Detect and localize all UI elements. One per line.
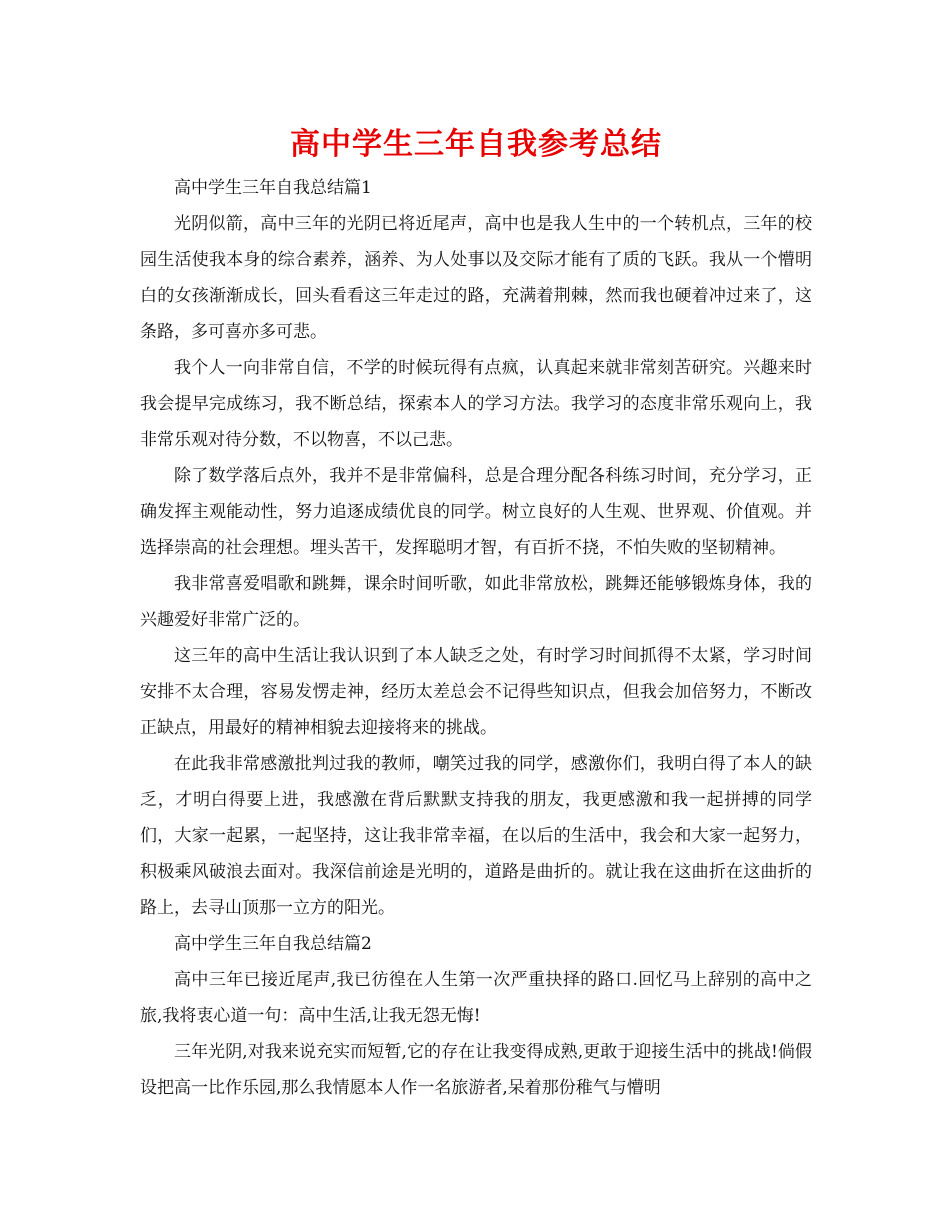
section-heading-1: 高中学生三年自我总结篇1 xyxy=(174,178,372,198)
section-heading-2: 高中学生三年自我总结篇2 xyxy=(174,934,372,954)
paragraph: 在此我非常感激批判过我的教师，嘲笑过我的同学，感激你们，我明白得了本人的缺乏，才明白得要上进，我感激在背后默默支持我的朋友，我更感激和我一起拼搏的同学们，大家一起累，一起坚持，这让我非常幸福，在以后的生活中，我会和大家一起努力，积极乘风破浪去面对。我深信前途是光明的，道路是曲折的。就让我在这曲折在这曲折的路上，去寻山顶那一立方的阳光。 xyxy=(140,754,812,918)
paragraph: 我非常喜爱唱歌和跳舞，课余时间听歌，如此非常放松，跳舞还能够锻炼身体，我的兴趣爱好非常广泛的。 xyxy=(140,574,812,630)
paragraph: 除了数学落后点外，我并不是非常偏科，总是合理分配各科练习时间，充分学习，正确发挥主观能动性，努力追逐成绩优良的同学。树立良好的人生观、世界观、价值观。并选择崇高的社会理想。埋头苦干，发挥聪明才智，有百折不挠，不怕失败的坚韧精神。 xyxy=(140,466,812,558)
document-body xyxy=(140,170,812,1106)
document-page xyxy=(140,120,812,1106)
paragraph: 三年光阴,对我来说充实而短暂,它的存在让我变得成熟,更敢于迎接生活中的挑战!倘假设把高一比作乐园,那么我情愿本人作一名旅游者,呆着那份稚气与懵明 xyxy=(140,1042,812,1098)
paragraph: 光阴似箭，高中三年的光阴已将近尾声，高中也是我人生中的一个转机点，三年的校园生活使我本身的综合素养，涵养、为人处事以及交际才能有了质的飞跃。我从一个懵明白的女孩渐渐成长，回头看看这三年走过的路，充满着荆棘，然而我也硬着冲过来了，这条路，多可喜亦多可悲。 xyxy=(140,214,812,342)
paragraph: 我个人一向非常自信，不学的时候玩得有点疯，认真起来就非常刻苦研究。兴趣来时我会提早完成练习，我不断总结，探索本人的学习方法。我学习的态度非常乐观向上，我非常乐观对待分数，不以物喜，不以己悲。 xyxy=(140,358,812,450)
paragraph: 高中三年已接近尾声,我已彷徨在人生第一次严重抉择的路口.回忆马上辞别的高中之旅,我将衷心道一句：高中生活,让我无怨无悔! xyxy=(140,970,812,1026)
paragraph: 这三年的高中生活让我认识到了本人缺乏之处，有时学习时间抓得不太紧，学习时间安排不太合理，容易发愣走神，经历太差总会不记得些知识点，但我会加倍努力，不断改正缺点，用最好的精神相貌去迎接将来的挑战。 xyxy=(140,646,812,738)
document-title: 高中学生三年自我参考总结 xyxy=(290,127,662,162)
